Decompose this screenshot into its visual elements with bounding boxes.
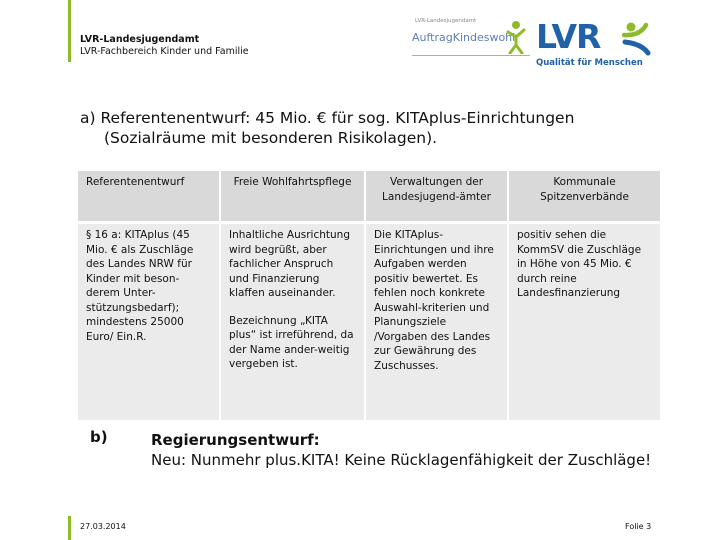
cell-text-second: Bezeichnung „KITA plus“ ist irreführend, da der Name ander-weitig vergeben ist. <box>229 314 354 370</box>
lvr-tagline: Qualität für Menschen <box>536 58 643 68</box>
header-referentenentwurf: Referentenentwurf <box>78 171 220 223</box>
slide-title-line1: a) Referentenentwurf: 45 Mio. € für sog. KITAplus-Einrichtungen <box>80 109 575 127</box>
lvr-logo-text: LVR <box>536 17 601 56</box>
auftrag-kindeswohl-logo <box>410 18 515 62</box>
lvr-swoosh-icon <box>618 20 654 56</box>
cell-text: § 16 a: KITAplus (45 Mio. € als Zuschläge des Landes NRW für Kinder mit beson-derem Unter-stützungsbedarf); mindestens 25000 Euro/ Ein.R. <box>86 229 194 343</box>
header-accent-rule <box>68 0 71 62</box>
header-kommunale-spitzenverbaende: Kommunale Spitzenverbände <box>508 171 660 223</box>
org-name: LVR-Landesjugendamt <box>80 34 200 45</box>
cell-kommunale-spitzenverbaende <box>508 223 660 421</box>
slide-title-line2: (Sozialräume mit besonderen Risikolagen). <box>104 129 438 147</box>
cell-text: positiv sehen die KommSV die Zuschläge in Höhe von 45 Mio. € durch reine Landesfinanzierung <box>517 229 642 299</box>
org-department: LVR-Fachbereich Kinder und Familie <box>80 46 249 57</box>
lvr-logo <box>536 18 662 70</box>
section-b-heading: Regierungsentwurf: <box>151 431 320 449</box>
footer-date: 27.03.2014 <box>80 522 126 531</box>
child-figure-icon <box>505 20 527 54</box>
cell-verwaltungen <box>365 223 508 421</box>
section-b-label: b) <box>90 428 108 446</box>
footer-accent-rule <box>68 516 71 540</box>
logo-auftrag-underline <box>412 55 530 56</box>
cell-referentenentwurf <box>78 223 220 421</box>
section-b-content <box>151 430 651 470</box>
logo-auftrag-small-text: LVR-Landesjugendamt <box>415 18 477 24</box>
table-row <box>78 223 660 421</box>
cell-freie-wohlfahrtspflege <box>220 223 365 421</box>
cell-text: Die KITAplus-Einrichtungen und ihre Aufgaben werden positiv bewertet. Es fehlen noch konkrete Auswahl-kriterien und Planungsziele /Vorgaben des Landes zur Gewährung des Zuschusses. <box>374 229 494 372</box>
header-verwaltungen: Verwaltungen der Landesjugend-ämter <box>365 171 508 223</box>
footer-page-number: Folie 3 <box>625 522 652 531</box>
section-b-text: Neu: Nunmehr plus.KITA! Keine Rücklagenfähigkeit der Zuschläge! <box>151 451 652 469</box>
comparison-table <box>78 171 660 420</box>
logo-auftrag-text: AuftragKindeswohl <box>412 31 516 44</box>
table-header-row <box>78 171 660 223</box>
cell-text: Inhaltliche Ausrichtung wird begrüßt, aber fachlicher Anspruch und Finanzierung klaffen auseinander. <box>229 229 350 299</box>
slide-title <box>80 108 574 148</box>
header-freie-wohlfahrtspflege: Freie Wohlfahrtspflege <box>220 171 365 223</box>
